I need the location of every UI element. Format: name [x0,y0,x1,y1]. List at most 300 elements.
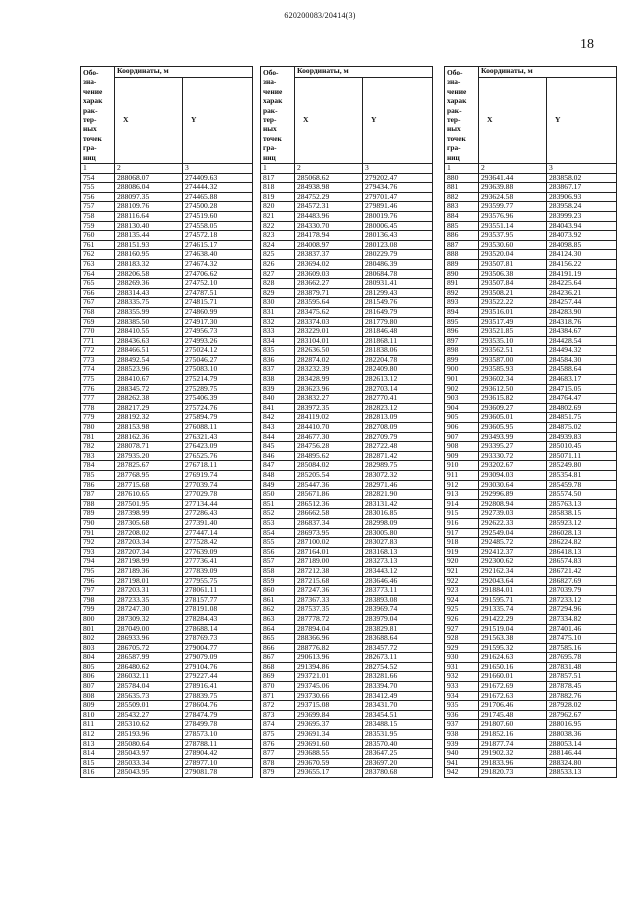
header-index: 2 [295,164,363,174]
coord-x: 287935.20 [115,451,183,461]
coord-x: 284410.70 [295,423,363,433]
coord-y: 284584.30 [547,355,617,365]
table-row [81,240,253,250]
coord-y: 284384.67 [547,327,617,337]
coord-y: 276321.43 [183,432,253,442]
coord-x: 291833.96 [479,758,547,768]
point-number: 862 [261,605,295,615]
coord-x: 287894.04 [295,624,363,634]
coord-y: 274558.05 [183,221,253,231]
coord-x: 288385.50 [115,317,183,327]
point-number: 916 [445,518,479,528]
coord-x: 286662.58 [295,509,363,519]
coord-x: 287715.68 [115,480,183,490]
table-row [81,192,253,202]
point-number: 794 [81,557,115,567]
coord-x: 283694.02 [295,259,363,269]
header-label-line: Обо- [447,68,463,77]
point-number: 788 [81,499,115,509]
table-row [261,317,433,327]
coord-y: 281549.76 [363,298,433,308]
coord-x: 287189.00 [295,557,363,567]
coord-y: 279004.77 [183,643,253,653]
coord-y: 280006.45 [363,221,433,231]
coord-y: 281838.06 [363,346,433,356]
point-number: 763 [81,259,115,269]
table-row [261,710,433,720]
coord-y: 288016.95 [547,720,617,730]
coord-x: 293507.84 [479,279,547,289]
coord-x: 284756.28 [295,442,363,452]
coord-x: 292739.03 [479,509,547,519]
coord-x: 291660.01 [479,672,547,682]
table-row [81,634,253,644]
coord-y: 277839.09 [183,566,253,576]
table-row [81,595,253,605]
table-row [261,240,433,250]
coord-x: 286973.95 [295,528,363,538]
table-row [261,720,433,730]
point-number: 783 [81,451,115,461]
coord-y: 285923.12 [547,518,617,528]
coord-x: 288335.75 [115,298,183,308]
coord-x: 293609.27 [479,403,547,413]
coord-x: 285084.02 [295,461,363,471]
coord-x: 293094.03 [479,471,547,481]
table-row [445,183,617,193]
coord-x: 291394.86 [295,662,363,672]
table-row [445,384,617,394]
coord-y: 284764.47 [547,394,617,404]
coord-x: 287247.36 [295,586,363,596]
table-row [445,298,617,308]
table-row [261,298,433,308]
coord-x: 291672.69 [479,682,547,692]
coord-x: 285310.62 [115,720,183,730]
coord-x: 284483.96 [295,211,363,221]
table-row [261,691,433,701]
coord-y: 274860.99 [183,307,253,317]
table-row [445,739,617,749]
coord-y: 282813.09 [363,413,433,423]
point-number: 902 [445,384,479,394]
point-number: 858 [261,566,295,576]
coord-y: 285459.78 [547,480,617,490]
coord-y: 278499.78 [183,720,253,730]
point-number: 782 [81,442,115,452]
coord-y: 278904.42 [183,749,253,759]
point-number: 892 [445,288,479,298]
table-row [445,586,617,596]
coord-x: 285068.62 [295,173,363,183]
header-label-line: рак- [263,105,278,115]
header-index: 1 [261,164,295,174]
coord-y: 278061.11 [183,586,253,596]
coord-y: 287475.10 [547,634,617,644]
point-number: 849 [261,480,295,490]
coord-y: 278284.43 [183,614,253,624]
coord-y: 276423.09 [183,442,253,452]
coord-y: 283431.70 [363,701,433,711]
coord-x: 293530.60 [479,240,547,250]
coord-y: 287039.79 [547,586,617,596]
table-row [261,336,433,346]
table-row [445,691,617,701]
point-number: 803 [81,643,115,653]
coord-y: 274787.51 [183,288,253,298]
header-point-label [261,67,295,164]
coord-y: 283773.11 [363,586,433,596]
table-row [445,576,617,586]
coord-x: 291902.32 [479,749,547,759]
table-row [261,538,433,548]
table-row [81,509,253,519]
coord-x: 293699.84 [295,710,363,720]
point-number: 850 [261,490,295,500]
point-number: 825 [261,250,295,260]
coord-y: 279434.76 [363,183,433,193]
point-number: 874 [261,720,295,730]
table-row [445,605,617,615]
coord-y: 284802.69 [547,403,617,413]
table-row [261,307,433,317]
table-row [261,231,433,241]
point-number: 828 [261,279,295,289]
coord-y: 284283.90 [547,307,617,317]
point-number: 844 [261,432,295,442]
coord-x: 288366.96 [295,634,363,644]
point-number: 861 [261,595,295,605]
coord-y: 286028.13 [547,528,617,538]
table-row [81,471,253,481]
table-row [445,211,617,221]
point-number: 816 [81,768,115,778]
point-number: 831 [261,307,295,317]
point-number: 906 [445,423,479,433]
coord-x: 285205.54 [295,471,363,481]
coord-x: 293522.22 [479,298,547,308]
point-number: 894 [445,307,479,317]
table-row [81,442,253,452]
coord-y: 283488.15 [363,720,433,730]
coord-y: 279081.78 [183,768,253,778]
point-number: 845 [261,442,295,452]
point-number: 877 [261,749,295,759]
coord-y: 283457.72 [363,643,433,653]
coord-y: 284939.83 [547,432,617,442]
point-number: 856 [261,547,295,557]
coord-y: 277134.44 [183,499,253,509]
point-number: 883 [445,202,479,212]
table-row [445,634,617,644]
point-number: 778 [81,403,115,413]
point-number: 777 [81,394,115,404]
point-number: 811 [81,720,115,730]
point-number: 781 [81,432,115,442]
point-number: 888 [445,250,479,260]
table-row [445,749,617,759]
coord-y: 277955.75 [183,576,253,586]
table-row [261,528,433,538]
point-number: 855 [261,538,295,548]
table-row [445,710,617,720]
coord-x: 293691.60 [295,739,363,749]
point-number: 873 [261,710,295,720]
header-index: 1 [445,164,479,174]
table-row [81,413,253,423]
coord-y: 274444.32 [183,183,253,193]
table-row [81,432,253,442]
table-row [261,682,433,692]
point-number: 939 [445,739,479,749]
table-row [81,499,253,509]
coord-y: 274706.62 [183,269,253,279]
point-number: 887 [445,240,479,250]
point-number: 802 [81,634,115,644]
coord-x: 287100.02 [295,538,363,548]
coord-y: 276088.11 [183,423,253,433]
coord-y: 274917.30 [183,317,253,327]
table-row [445,403,617,413]
point-number: 798 [81,595,115,605]
coord-y: 278604.76 [183,701,253,711]
table-row [261,653,433,663]
table-row [81,259,253,269]
coord-x: 286837.34 [295,518,363,528]
table-row [81,710,253,720]
coord-y: 284683.17 [547,375,617,385]
coord-x: 288523.96 [115,365,183,375]
header-label-line: чение [83,86,103,96]
point-number: 829 [261,288,295,298]
coord-x: 288355.99 [115,307,183,317]
table-row [261,461,433,471]
coord-x: 293730.66 [295,691,363,701]
coord-y: 284225.64 [547,279,617,289]
coord-y: 283412.49 [363,691,433,701]
table-row [445,413,617,423]
table-row [445,173,617,183]
table-row [445,442,617,452]
coord-y: 276525.76 [183,451,253,461]
coord-y: 282722.48 [363,442,433,452]
table-row [261,288,433,298]
table-row [445,365,617,375]
coord-x: 288314.43 [115,288,183,298]
point-number: 820 [261,202,295,212]
table-row [445,730,617,740]
point-number: 871 [261,691,295,701]
coord-x: 293537.95 [479,231,547,241]
coord-x: 283832.27 [295,394,363,404]
table-row [445,595,617,605]
table-row [445,720,617,730]
coord-x: 287367.33 [295,595,363,605]
point-number: 836 [261,355,295,365]
coord-y: 279079.09 [183,653,253,663]
header-point-label [445,67,479,164]
point-number: 809 [81,701,115,711]
table-row [81,624,253,634]
point-number: 792 [81,538,115,548]
coord-x: 292300.62 [479,557,547,567]
point-number: 772 [81,346,115,356]
coord-y: 278788.11 [183,739,253,749]
table-row [81,653,253,663]
point-number: 935 [445,701,479,711]
coord-x: 285033.34 [115,758,183,768]
coord-x: 284938.98 [295,183,363,193]
point-number: 942 [445,768,479,778]
header-x: X [479,78,547,164]
coord-y: 283829.81 [363,624,433,634]
point-number: 866 [261,643,295,653]
coord-x: 291519.04 [479,624,547,634]
coord-y: 279202.47 [363,173,433,183]
coord-x: 292043.64 [479,576,547,586]
coord-x: 291624.63 [479,653,547,663]
header-label-line: чение [263,86,283,96]
table-row [81,768,253,778]
coord-y: 282708.09 [363,423,433,433]
coord-y: 275214.79 [183,375,253,385]
point-number: 815 [81,758,115,768]
coord-y: 283443.12 [363,566,433,576]
table-row [445,701,617,711]
point-number: 822 [261,221,295,231]
coord-y: 279227.44 [183,672,253,682]
coord-y: 285838.15 [547,509,617,519]
coord-y: 286721.42 [547,566,617,576]
coord-y: 283958.24 [547,202,617,212]
coord-x: 284008.97 [295,240,363,250]
coord-x: 285080.64 [115,739,183,749]
coord-y: 277391.40 [183,518,253,528]
coord-x: 283595.64 [295,298,363,308]
coord-x: 291595.71 [479,595,547,605]
coord-x: 291877.74 [479,739,547,749]
table-row [261,701,433,711]
table-row [81,365,253,375]
coord-x: 288492.54 [115,355,183,365]
table-row [445,423,617,433]
coord-y: 282703.14 [363,384,433,394]
point-number: 920 [445,557,479,567]
coord-y: 283893.08 [363,595,433,605]
coord-x: 291335.74 [479,605,547,615]
coord-x: 293521.85 [479,327,547,337]
point-number: 852 [261,509,295,519]
point-number: 756 [81,192,115,202]
table-row [261,259,433,269]
point-number: 841 [261,403,295,413]
coord-y: 283016.85 [363,509,433,519]
coord-x: 293602.34 [479,375,547,385]
coord-x: 293745.06 [295,682,363,692]
table-row [261,758,433,768]
point-number: 779 [81,413,115,423]
coord-x: 285193.96 [115,730,183,740]
point-number: 795 [81,566,115,576]
point-number: 936 [445,710,479,720]
coord-y: 277639.09 [183,547,253,557]
coord-x: 288206.58 [115,269,183,279]
coord-y: 288053.14 [547,739,617,749]
coord-x: 293506.38 [479,269,547,279]
point-number: 840 [261,394,295,404]
point-number: 919 [445,547,479,557]
coord-x: 290613.96 [295,653,363,663]
coord-y: 281868.11 [363,336,433,346]
coord-y: 285010.45 [547,442,617,452]
header-x: X [295,78,363,164]
table-row [261,202,433,212]
coord-y: 282204.78 [363,355,433,365]
coord-x: 293535.10 [479,336,547,346]
coord-y: 285249.80 [547,461,617,471]
table-row [81,643,253,653]
header-label-line: ниц [447,152,460,162]
table-row [81,518,253,528]
table-row [445,461,617,471]
coord-x: 293605.95 [479,423,547,433]
coord-y: 287233.12 [547,595,617,605]
point-number: 812 [81,730,115,740]
table-row [445,432,617,442]
coord-x: 293615.82 [479,394,547,404]
coord-y: 284318.76 [547,317,617,327]
table-row [445,662,617,672]
coord-y: 283570.40 [363,739,433,749]
coord-x: 287309.32 [115,614,183,624]
coord-y: 274500.28 [183,202,253,212]
coord-x: 288130.40 [115,221,183,231]
point-number: 758 [81,211,115,221]
coord-y: 280136.43 [363,231,433,241]
table-row [445,471,617,481]
coord-y: 282998.09 [363,518,433,528]
point-number: 926 [445,614,479,624]
coord-x: 284572.31 [295,202,363,212]
coord-x: 288183.32 [115,259,183,269]
coord-x: 288345.72 [115,384,183,394]
table-row [81,461,253,471]
coord-y: 288146.44 [547,749,617,759]
coord-x: 285432.27 [115,710,183,720]
coord-y: 278573.10 [183,730,253,740]
point-number: 785 [81,471,115,481]
table-row [445,566,617,576]
coord-y: 280931.41 [363,279,433,289]
table-row [261,221,433,231]
header-index: 3 [547,164,617,174]
table-row [445,240,617,250]
table-row [445,221,617,231]
table-row [261,557,433,567]
coord-y: 287857.51 [547,672,617,682]
coordinates-table-3 [444,66,617,778]
coord-x: 285784.04 [115,682,183,692]
coord-y: 286574.83 [547,557,617,567]
coord-y: 284098.85 [547,240,617,250]
point-number: 898 [445,346,479,356]
coord-x: 293641.44 [479,173,547,183]
coord-x: 293655.17 [295,768,363,778]
point-number: 834 [261,336,295,346]
point-number: 886 [445,231,479,241]
point-number: 941 [445,758,479,768]
table-row [81,403,253,413]
